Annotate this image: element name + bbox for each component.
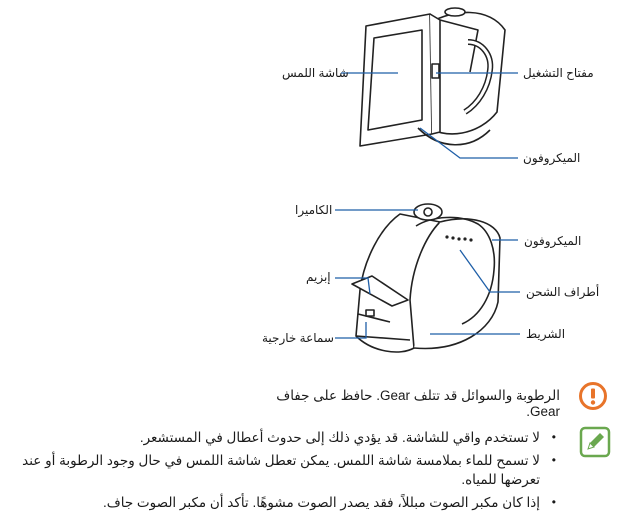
caution-text: الرطوبة والسوائل قد تتلف Gear. حافظ على جفاف Gear.	[276, 388, 560, 419]
caution-icon	[579, 382, 607, 410]
label-buckle: إبزيم	[306, 270, 331, 284]
label-charging-terminals: أطراف الشحن	[526, 285, 600, 299]
label-power-key: مفتاح التشغيل	[523, 66, 594, 80]
label-speaker: سماعة خارجية	[262, 331, 334, 345]
note-pencil-icon	[579, 426, 611, 458]
note-item: • لا تستخدم واقي للشاشة. قد يؤدي ذلك إلى حدوث أعطال في المستشعر.	[20, 428, 558, 447]
note-list	[20, 428, 558, 516]
note-item: • لا تسمح للماء بملامسة شاشة اللمس. يمكن تعطل شاشة اللمس في حال وجود الرطوبة أو عند تعرضها للمياه.	[20, 451, 558, 489]
watch-back-illustration	[352, 204, 500, 352]
label-microphone-top: الميكروفون	[523, 151, 581, 165]
label-strap: الشريط	[526, 327, 566, 341]
label-microphone-bottom: الميكروفون	[524, 234, 582, 248]
note-item: • إذا كان مكبر الصوت مبللاً، فقد يصدر الصوت مشوهًا. تأكد أن مكبر الصوت جاف.	[20, 493, 558, 512]
label-touchscreen: شاشة اللمس	[282, 66, 349, 80]
label-camera: الكاميرا	[295, 203, 333, 217]
watch-front-illustration	[360, 8, 505, 146]
